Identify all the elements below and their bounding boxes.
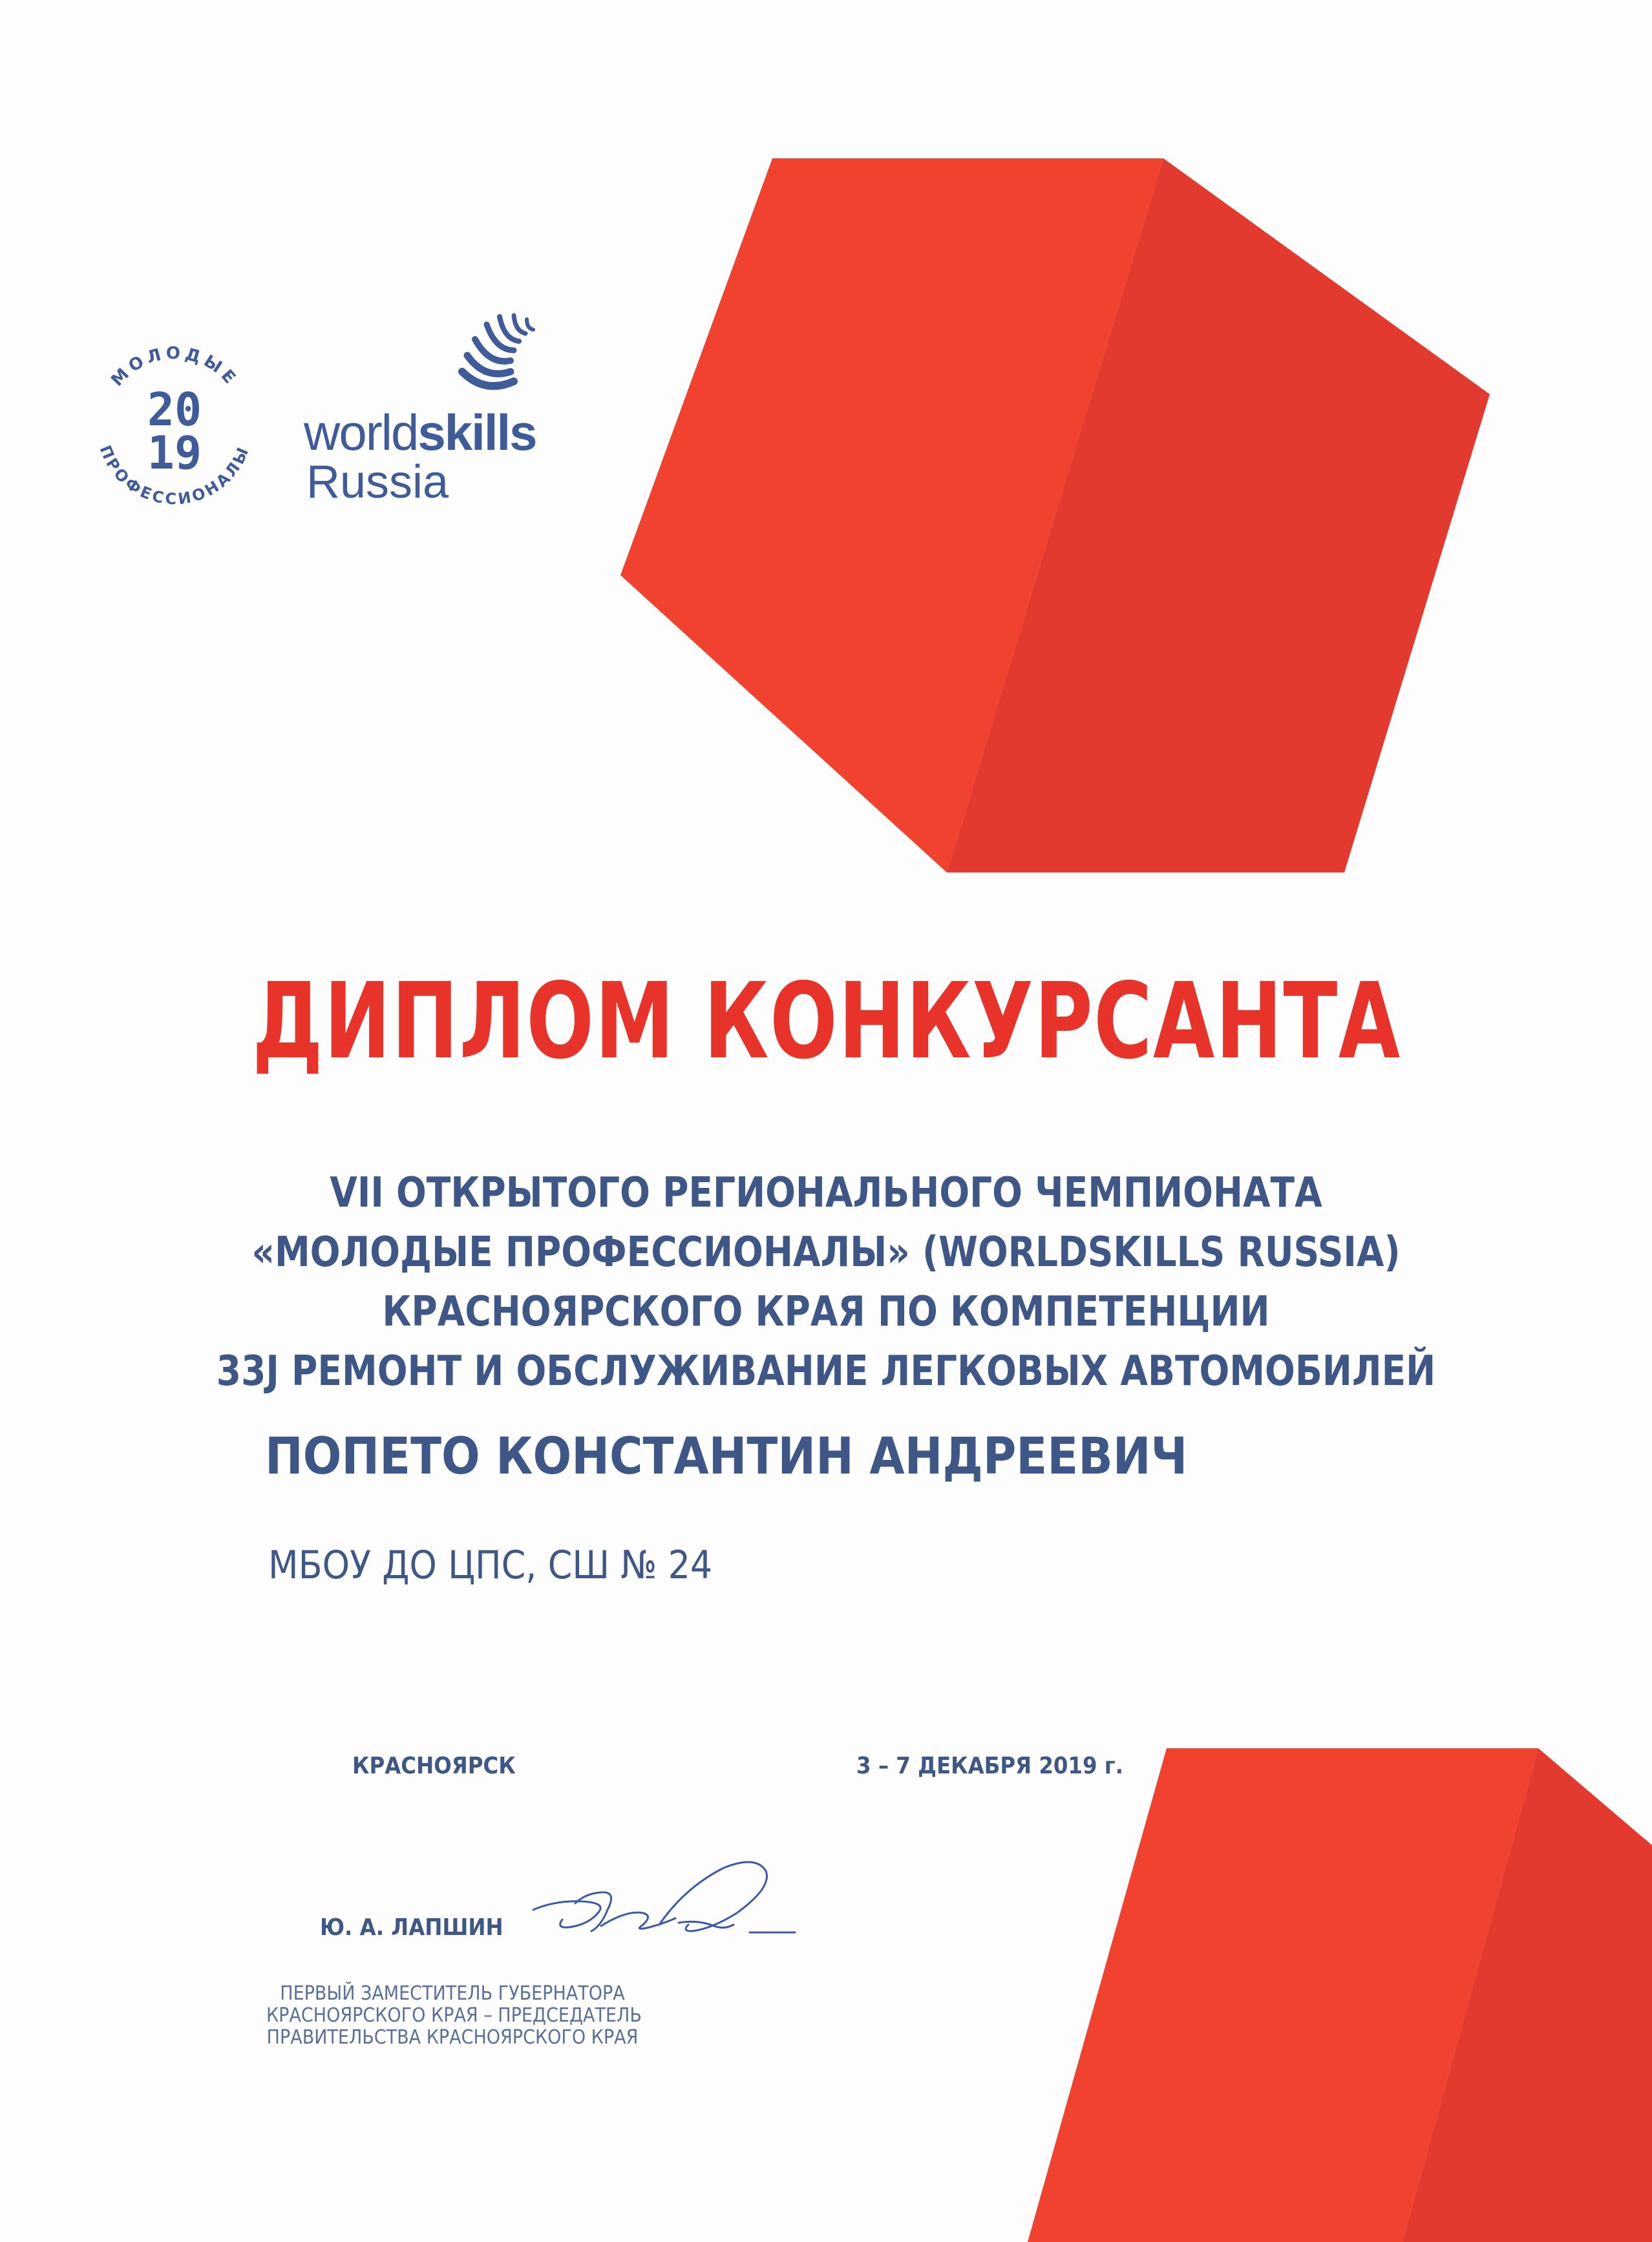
subtitle-line: КРАСНОЯРСКОГО КРАЯ ПО КОМПЕТЕНЦИИ [382, 1288, 1270, 1336]
badge-year-bottom: 19 [147, 427, 202, 480]
worldskills-russia-logo [304, 304, 575, 511]
subtitle-line: 33J РЕМОНТ И ОБСЛУЖИВАНИЕ ЛЕГКОВЫХ АВТОМОБИЛЕЙ [216, 1348, 1436, 1395]
subtitle-line: VII ОТКРЫТОГО РЕГИОНАЛЬНОГО ЧЕМПИОНАТА [330, 1169, 1322, 1217]
badge-year-top: 20 [147, 383, 202, 436]
participant-school: МБОУ ДО ЦПС, СШ № 24 [268, 1543, 713, 1588]
handwritten-signature [530, 1848, 801, 1952]
signer-position-line: ПЕРВЫЙ ЗАМЕСТИТЕЛЬ ГУБЕРНАТОРА [280, 1982, 625, 2005]
badge-arc-top-text: МОЛОДЫЕ [107, 343, 242, 391]
wordmark-skills: skills [418, 404, 536, 461]
diploma-title: ДИПЛОМ КОНКУРСАНТА [252, 961, 1401, 1083]
signer-position [266, 1982, 642, 2049]
participant-name: ПОПЕТО КОНСТАНТИН АНДРЕЕВИЧ [265, 1428, 1188, 1486]
signer-position-line: ПРАВИТЕЛЬСТВА КРАСНОЯРСКОГО КРАЯ [266, 2026, 639, 2049]
signer-position-line: КРАСНОЯРСКОГО КРАЯ – ПРЕДСЕДАТЕЛЬ [266, 2004, 642, 2027]
badge-arc-bottom-text: ПРОФЕССИОНАЛЫ [96, 442, 253, 509]
signer-name: Ю. А. ЛАПШИН [320, 1914, 503, 1941]
subtitle-line: «МОЛОДЫЕ ПРОФЕССИОНАЛЫ» (WORLDSKILLS RUSSIA) [251, 1229, 1401, 1276]
event-city: КРАСНОЯРСК [352, 1753, 516, 1779]
worldskills-mark-icon [449, 310, 546, 407]
wordmark-world: world [304, 404, 418, 461]
event-dates: 3 – 7 ДЕКАБРЯ 2019 г. [856, 1753, 1124, 1779]
molodye-professionaly-badge [78, 330, 271, 523]
worldskills-wordmark [304, 404, 536, 461]
championship-description [0, 1163, 1652, 1401]
worldskills-russia-text: Russia [306, 456, 449, 508]
